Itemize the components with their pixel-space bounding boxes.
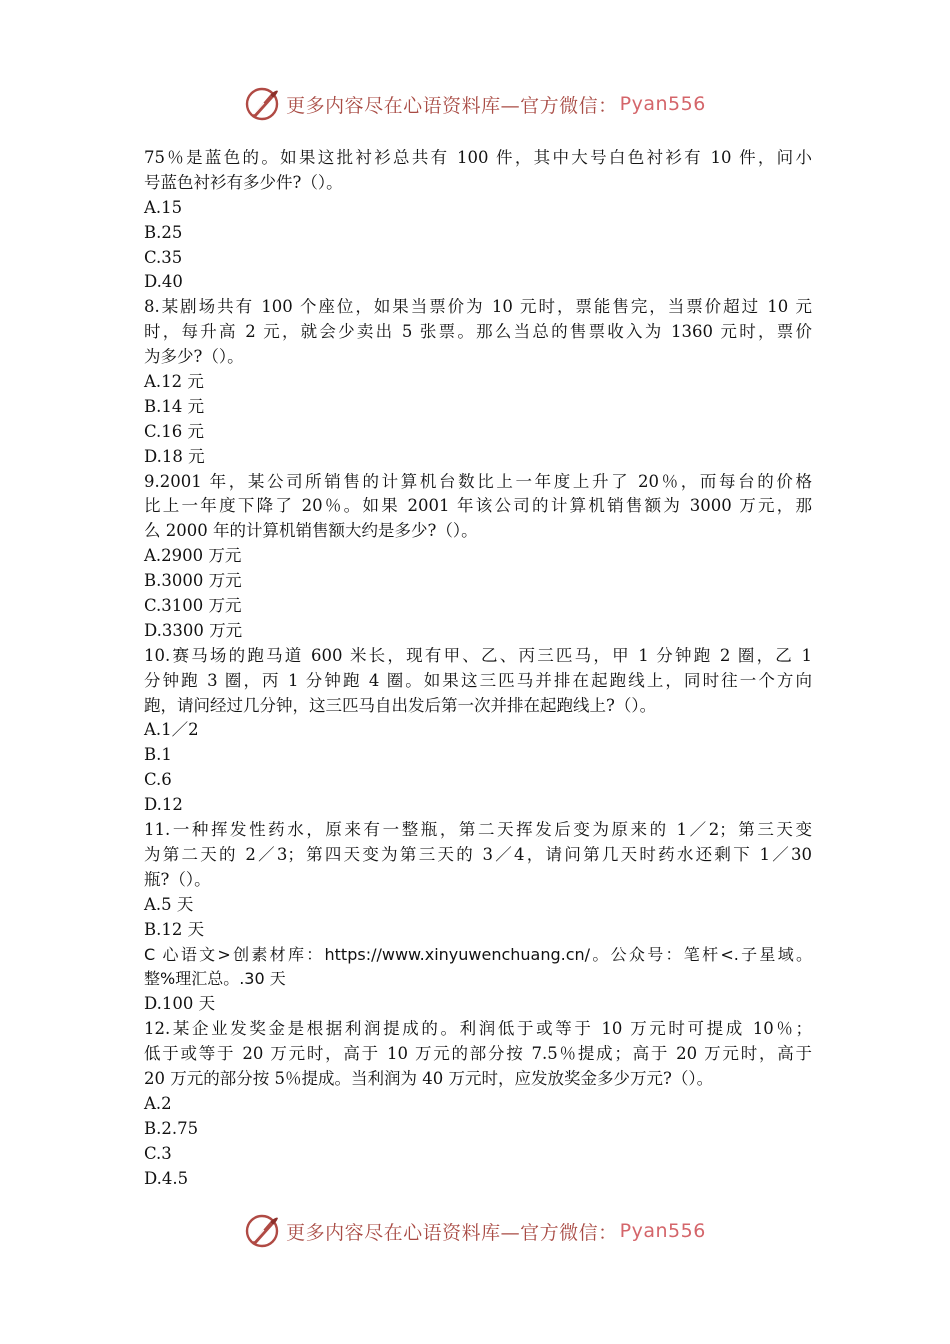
question-text: 比上一年度下降了 20％。如果 2001 年该公司的计算机销售额为 3000 万元，那 [144,496,812,516]
answer-option: A.15 [144,197,183,217]
question-text: 8.某剧场共有 100 个座位，如果当票价为 10 元时，票能售完，当票价超过 10 元 [144,297,812,317]
banner-text: 更多内容尽在心语资料库—官方微信： [286,1221,618,1244]
text-line: 75％是蓝色的。如果这批衬衫总共有 100 件，其中大号白色衬衫有 10 件，问小 [144,148,812,167]
answer-option: B.25 [144,222,183,242]
wechat-id: Pyan556 [619,1220,706,1242]
question-text: 为第二天的 2／3；第四天变为第三天的 3／4，请问第几天时药水还剩下 1／30 [144,844,812,864]
answer-option: D.100 天 [144,994,216,1014]
wechat-id: Pyan556 [619,93,706,115]
answer-option: A.1／2 [144,720,199,740]
answer-option: B.2.75 [144,1118,199,1138]
answer-option: D.18 元 [144,446,205,466]
banner-text: 更多内容尽在心语资料库—官方微信： [286,94,618,117]
answer-option: C.3 [144,1143,172,1163]
answer-option: B.1 [144,745,172,765]
header-banner [0,84,950,124]
question-text: 10.赛马场的跑马道 600 米长，现有甲、乙、丙三匹马，甲 1 分钟跑 2 圈，乙 1 [144,645,812,665]
question-text: 11.一种挥发性药水，原来有一整瓶，第二天挥发后变为原来的 1／2；第三天变 [144,820,812,840]
answer-option: D.40 [144,272,183,292]
answer-option: C.35 [144,247,183,267]
quill-logo-icon [244,1213,280,1249]
question-content [144,146,812,1191]
answer-option: A.2 [144,1093,172,1113]
answer-option: 整%理汇总。.30 天 [144,969,286,989]
answer-option: A.5 天 [144,894,194,914]
footer-banner [0,1211,950,1251]
answer-option: D.3300 万元 [144,620,243,640]
question-text: 20 万元的部分按 5％提成。当利润为 40 万元时，应发放奖金多少万元?（）。 [144,1068,714,1088]
answer-option: D.4.5 [144,1168,189,1188]
quill-logo-icon [244,86,280,122]
question-text: 瓶?（）。 [144,869,211,889]
question-text: 跑，请问经过几分钟，这三匹马自出发后第一次并排在起跑线上?（）。 [144,695,657,715]
question-text: 为多少?（）。 [144,347,244,367]
answer-option: B.14 元 [144,396,205,416]
answer-option: A.12 元 [144,372,204,392]
watermark-text: C 心语文>创素材库：https://www.xinyuwenchuang.cn/。公众号：笔杆<.子星域。 [144,944,812,964]
answer-option: C.3100 万元 [144,596,242,616]
answer-option: B.3000 万元 [144,571,242,591]
answer-option: C.6 [144,770,172,790]
question-text: 12.某企业发奖金是根据利润提成的。利润低于或等于 10 万元时可提成 10％； [144,1019,812,1039]
answer-option: A.2900 万元 [144,546,242,566]
question-text: 时，每升高 2 元，就会少卖出 5 张票。那么当总的售票收入为 1360 元时，票价 [144,322,812,342]
answer-option: C.16 元 [144,421,205,441]
question-text: 分钟跑 3 圈，丙 1 分钟跑 4 圈。如果这三匹马并排在起跑线上，同时往一个方向 [144,670,812,690]
question-text: 低于或等于 20 万元时，高于 10 万元的部分按 7.5％提成；高于 20 万元时，高于 [144,1044,812,1064]
question-text: 9.2001 年，某公司所销售的计算机台数比上一年度上升了 20％，而每台的价格 [144,471,812,491]
answer-option: D.12 [144,795,183,815]
text-line: 号蓝色衬衫有多少件?（）。 [144,172,343,192]
question-text: 么 2000 年的计算机销售额大约是多少?（）。 [144,521,478,541]
answer-option: B.12 天 [144,919,205,939]
